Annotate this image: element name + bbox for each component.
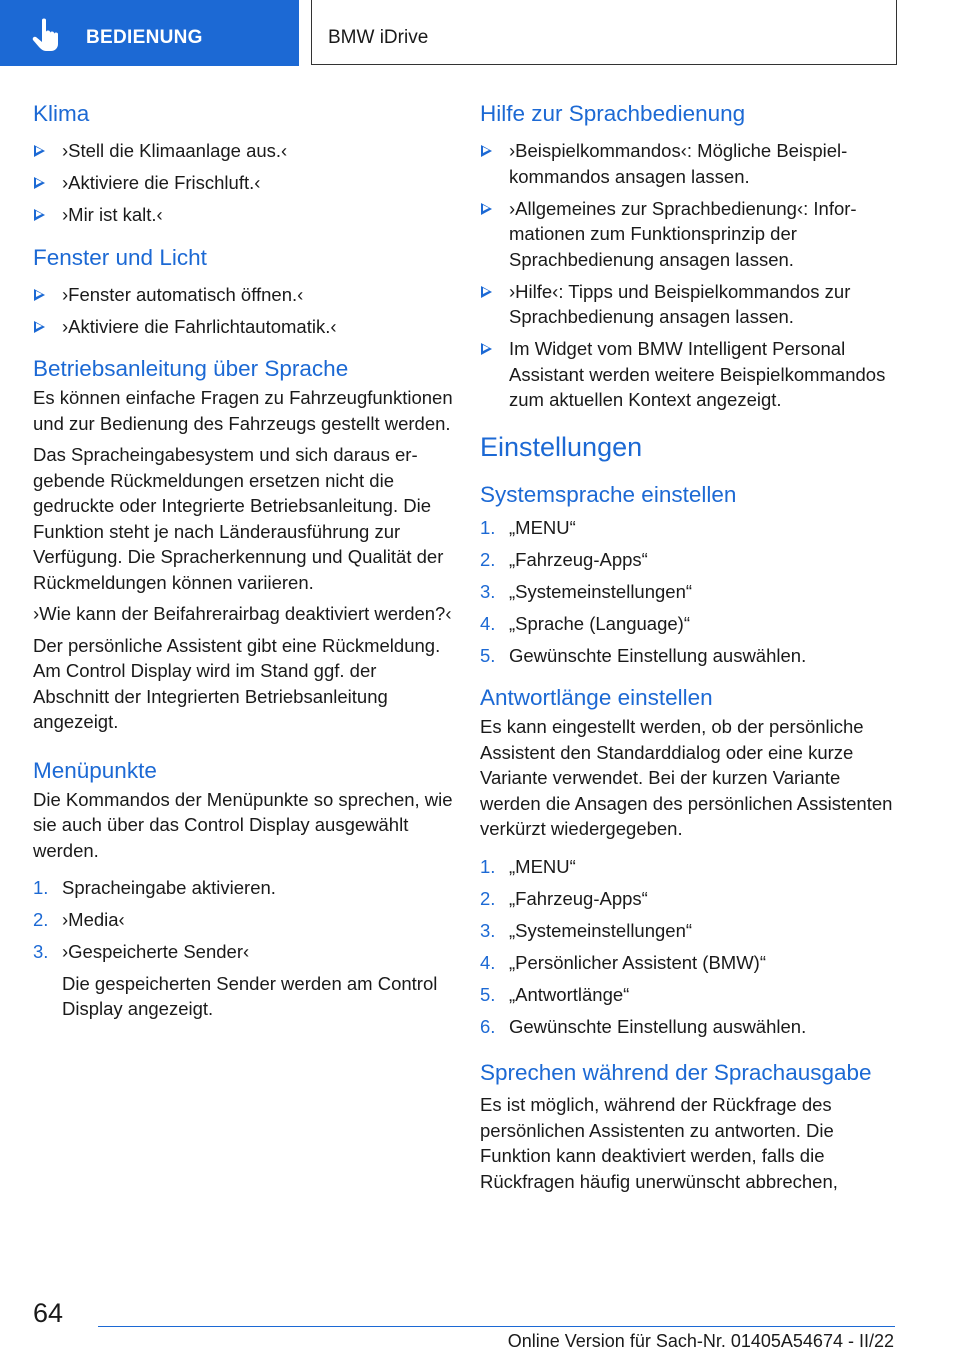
list-item: 4. „Sprache (Language)“ bbox=[480, 612, 690, 634]
triangle-bullet-icon bbox=[34, 209, 45, 221]
list-item: 3. ›Gespeicherte Sender‹ bbox=[33, 941, 250, 962]
chapter-title: BMW iDrive bbox=[328, 27, 429, 48]
triangle-bullet-icon bbox=[34, 289, 45, 301]
list-item: ›Aktiviere die Frischluft.‹ bbox=[33, 170, 453, 196]
triangle-bullet-icon bbox=[34, 321, 45, 333]
heading-sprechen: Sprechen während der Sprachausgabe bbox=[480, 1060, 872, 1086]
list-item: 5. „Antwortlänge“ bbox=[480, 983, 630, 1005]
system-steps bbox=[480, 515, 900, 669]
hilfe-list bbox=[480, 138, 900, 413]
list-item: 1. Spracheingabe aktivieren. bbox=[33, 877, 276, 898]
list-item: 1. „MENU“ bbox=[480, 516, 576, 538]
heading-menuepunkte: Menüpunkte bbox=[33, 757, 157, 783]
triangle-bullet-icon bbox=[481, 343, 492, 355]
triangle-bullet-icon bbox=[34, 177, 45, 189]
heading-antwortlaenge: Antwortlänge einstellen bbox=[480, 685, 713, 711]
heading-klima: Klima bbox=[33, 101, 90, 126]
triangle-bullet-icon bbox=[34, 145, 45, 157]
list-item: 2. „Fahrzeug-Apps“ bbox=[480, 548, 648, 570]
list-item: 4. „Persönlicher Assistent (BMW)“ bbox=[480, 951, 766, 973]
section-label: BEDIENUNG bbox=[86, 27, 203, 48]
paragraph: Der persönliche Assistent gibt eine Rückmeldung. Am Control Display wird im Stand ggf. der Abschnitt der Integrierten Betriebsanleitung angezeigt. bbox=[33, 634, 441, 732]
menu-steps bbox=[33, 875, 453, 965]
list-item: 3. „Systemeinstellungen“ bbox=[480, 580, 693, 602]
paragraph: Die Kommandos der Menüpunkte so sprechen, wie sie auch über das Control Display ausgewählt werden. bbox=[33, 788, 453, 861]
list-item: ›Hilfe‹: Tipps und Beispielkommandos zur Sprachbedienung ansagen lassen. bbox=[480, 279, 900, 330]
list-item: ›Stell die Klimaanlage aus.‹ bbox=[33, 138, 453, 164]
paragraph: Das Spracheingabesystem und sich daraus ergebende Rückmeldungen ersetzen nicht die gedruckte oder Integrierte Betriebsanleitung. Die Funktion steht je nach Länderausführung zur Verfügung. Die Spracherkennung und Qualität der Rückmeldungen können variieren. bbox=[33, 444, 444, 593]
list-item: Im Widget vom BMW Intelligent Personal Assistant werden weitere Beispielkommandos zum aktuellen Kontext angezeigt. bbox=[480, 336, 900, 413]
list-item: 1. „MENU“ bbox=[480, 855, 576, 877]
list-item: 3. „Systemeinstellungen“ bbox=[480, 919, 693, 941]
right-column bbox=[480, 96, 900, 1194]
triangle-bullet-icon bbox=[481, 203, 492, 215]
paragraph: Es kann eingestellt werden, ob der persönliche Assistent den Standarddialog oder eine kurze Variante verwendet. Bei der kurzen Variante werden die Ansagen des persönlichen Assistenten verkürzt wiedergegeben. bbox=[480, 716, 893, 840]
step-note: Die gespeicherten Sender werden am Control Display angezeigt. bbox=[62, 972, 438, 1019]
heading-systemsprache: Systemsprache einstellen bbox=[480, 481, 737, 507]
antwort-steps bbox=[480, 854, 900, 1040]
triangle-bullet-icon bbox=[481, 286, 492, 298]
heading-betriebsanleitung: Betriebsanleitung über Sprache bbox=[33, 356, 349, 381]
footer-divider bbox=[98, 1326, 895, 1327]
left-column bbox=[33, 96, 453, 1022]
heading-fenster: Fenster und Licht bbox=[33, 244, 207, 270]
list-item: ›Aktiviere die Fahrlichtautomatik.‹ bbox=[33, 314, 453, 340]
paragraph: Es ist möglich, während der Rückfrage des persönlichen Assistenten zu antworten. Die Funktion kann deaktiviert werden, falls die Rückfragen häufig unerwünscht abbrechen, bbox=[480, 1094, 838, 1192]
section-tab bbox=[0, 0, 299, 66]
list-item: 2. ›Media‹ bbox=[33, 909, 125, 930]
triangle-bullet-icon bbox=[481, 145, 492, 157]
list-item: 5. Gewünschte Einstellung auswählen. bbox=[480, 644, 807, 666]
list-item: ›Beispielkommandos‹: Mögliche Beispielkommandos ansagen lassen. bbox=[480, 138, 900, 189]
heading-einstellungen: Einstellungen bbox=[480, 431, 643, 462]
chapter-header bbox=[311, 0, 897, 65]
heading-hilfe: Hilfe zur Sprachbedienung bbox=[480, 101, 746, 126]
touch-hand-icon bbox=[28, 14, 68, 54]
list-item: 2. „Fahrzeug-Apps“ bbox=[480, 887, 648, 909]
paragraph: Es können einfache Fragen zu Fahrzeugfunktionen und zur Bedienung des Fahrzeugs gestellt werden. bbox=[33, 387, 453, 434]
klima-list bbox=[33, 138, 453, 228]
voice-command-example: ›Wie kann der Beifahrerairbag deaktiviert werden?‹ bbox=[33, 603, 452, 624]
list-item: ›Mir ist kalt.‹ bbox=[33, 202, 453, 228]
page-number: 64 bbox=[33, 1298, 64, 1328]
footer-version: Online Version für Sach-Nr. 01405A54674 - II/22 bbox=[507, 1331, 894, 1351]
fenster-list bbox=[33, 282, 453, 340]
list-item: ›Fenster automatisch öffnen.‹ bbox=[33, 282, 453, 308]
list-item: 6. Gewünschte Einstellung auswählen. bbox=[480, 1015, 807, 1037]
list-item: ›Allgemeines zur Sprachbedienung‹: Informationen zum Funktionsprinzip der Sprachbedienung ansagen lassen. bbox=[480, 196, 900, 273]
